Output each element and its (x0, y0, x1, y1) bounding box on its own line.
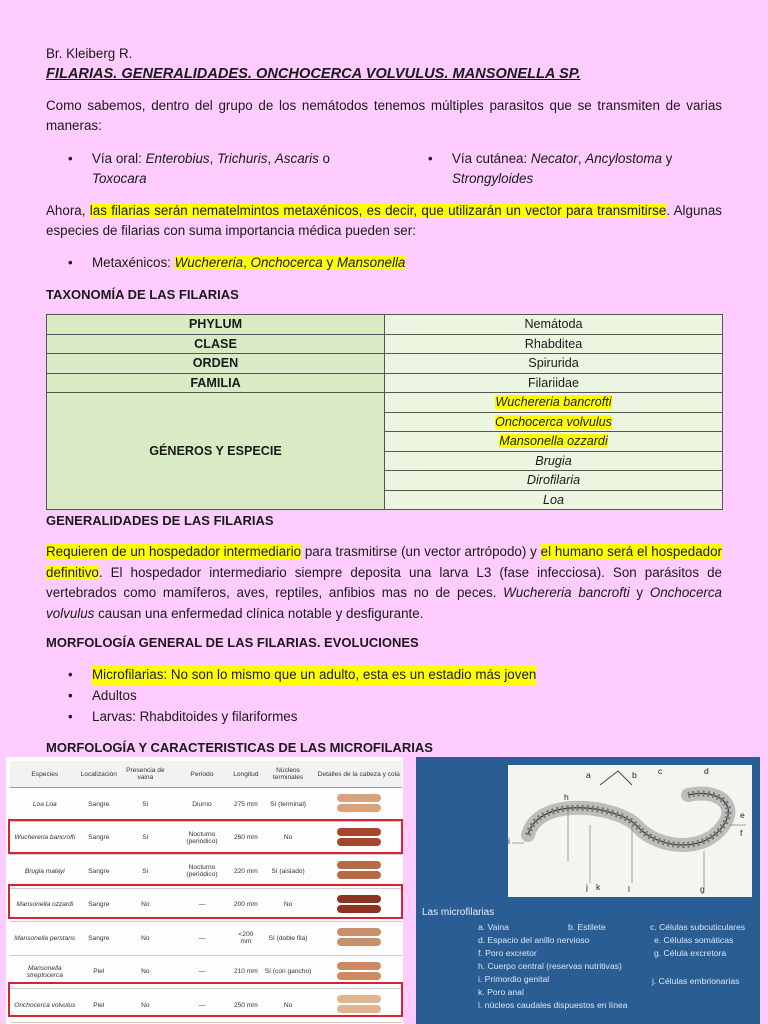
label-g: g (700, 884, 705, 894)
genus-cell (385, 490, 723, 510)
generalidades-highlight: el humano será el hospedador definitivo (46, 544, 722, 580)
table-cell: No (118, 955, 173, 989)
table-cell: Sangre (80, 922, 118, 956)
genus-enterobius: Enterobius (145, 151, 210, 166)
highlight-box-onchocerca (8, 982, 403, 1017)
worm-illustration (316, 922, 402, 956)
species-cell: Wuchereria bancrofti (10, 821, 80, 855)
metaxenicos-text (92, 253, 405, 273)
taxonomy-label: CLASE (47, 334, 385, 354)
ahora-post: . Algunas especies de filarias con suma importancia médica pueden ser: (46, 203, 723, 238)
table-cell: Diurno (173, 788, 231, 822)
genus-name: Onchocerca volvulus (495, 414, 612, 429)
genus-name: Dirofilaria (526, 473, 581, 488)
table-row (47, 334, 723, 354)
metaxenicos-highlight (175, 255, 406, 270)
table-cell: Sí (118, 788, 173, 822)
taxonomy-heading: TAXONOMÍA DE LAS FILARIAS (46, 287, 239, 302)
legend-item: e. Células somáticas (654, 935, 734, 945)
label-l: l (628, 884, 630, 894)
genus-cell (385, 451, 723, 471)
table-cell: No (118, 922, 173, 956)
label-b: b (632, 770, 637, 780)
legend-item: g. Célula excretora (654, 948, 727, 958)
microfilaria-tail-drawing (337, 972, 381, 980)
taxonomy-table (46, 314, 723, 510)
label-f: f (740, 828, 743, 838)
taxonomy-value: Nemátoda (385, 315, 723, 335)
table-cell: Sangre (80, 788, 118, 822)
microfilaria-head-drawing (337, 962, 381, 970)
table-cell: 210 mm (231, 955, 260, 989)
intro-paragraph: Como sabemos, dentro del grupo de los nemátodos tenemos múltiples parasitos que se transmiten de varias maneras: (46, 98, 722, 133)
taxonomy-value: Filariidae (385, 373, 723, 393)
table-cell: 200 mm (231, 888, 260, 922)
label-k: k (596, 882, 601, 892)
separator: , (267, 151, 275, 166)
table-cell: Sí (118, 855, 173, 889)
label-j: j (586, 882, 588, 892)
species-cell: Onchocerca volvulus (10, 989, 80, 1023)
table-cell: Sí (con gancho) (261, 955, 316, 989)
table-cell: 220 mm (231, 855, 260, 889)
table-cell: Sangre (80, 855, 118, 889)
bullet-dot: • (428, 151, 433, 166)
taxonomy-value: Spirurida (385, 354, 723, 374)
table-cell: Sí (aislado) (261, 855, 316, 889)
species-cell: Mansonella ozzardi (10, 888, 80, 922)
microfilaria-tail-drawing (337, 938, 381, 946)
table-cell: Sí (doble fila) (261, 922, 316, 956)
genus-strongyloides: Strongyloides (452, 171, 534, 186)
diagram-caption: Las microfilarias (422, 907, 495, 918)
column-header: Especies (10, 761, 80, 788)
worm-illustration (316, 788, 402, 822)
via-oral-text (92, 149, 364, 189)
table-cell: — (173, 989, 231, 1023)
list-item-text: Microfilarias: No son lo mismo que un adulto, esta es un estadio más joven (92, 665, 536, 685)
generalidades-highlight: Requieren de un hospedador intermediario (46, 544, 302, 559)
table-cell: — (173, 888, 231, 922)
microfilaria-diagram (416, 757, 760, 1024)
separator: , (577, 151, 586, 166)
ahora-pre: Ahora, (46, 203, 90, 218)
species-cell: Mansonella streptocerca (10, 955, 80, 989)
generalidades-paragraph (46, 542, 722, 624)
ahora-highlight: las filarias serán nematelmintos metaxénicos, es decir, que utilizarán un vector para transmitirse (89, 203, 667, 218)
table-row (47, 315, 723, 335)
via-cutanea-label: Vía cutánea: (452, 151, 531, 166)
label-d: d (704, 766, 709, 776)
table-header-row (10, 761, 402, 788)
table-cell: Sangre (80, 888, 118, 922)
generalidades-text: para trasmitirse (un vector artrópodo) y (301, 544, 541, 559)
genus-name: Brugia (535, 453, 572, 468)
legend-item: l. núcleos caudales dispuestos en línea (478, 1000, 628, 1010)
generalidades-heading: GENERALIDADES DE LAS FILARIAS (46, 513, 274, 528)
species-cell: Loa Loa (10, 788, 80, 822)
legend-item: b. Estilete (568, 922, 606, 932)
genera-label: GÉNEROS Y ESPECIE (47, 393, 385, 510)
author-line: Br. Kleiberg R. (46, 46, 133, 61)
generalidades-text: y (629, 585, 650, 600)
table-cell: 250 mm (231, 989, 260, 1023)
table-cell: 260 mm (231, 821, 260, 855)
legend-item: k. Poro anal (478, 987, 524, 997)
genus-cell (385, 393, 723, 413)
table-cell: Sangre (80, 821, 118, 855)
table-cell: Sí (terminal) (261, 788, 316, 822)
genus-onchocerca: Onchocerca (250, 255, 323, 270)
separator: y (322, 255, 337, 270)
column-header: Presencia de vaina (118, 761, 173, 788)
ahora-paragraph (46, 201, 722, 241)
table-cell: No (261, 888, 316, 922)
table-row (47, 354, 723, 374)
column-header: Longitud (231, 761, 260, 788)
genus-name: Loa (542, 492, 564, 507)
table-cell: Nocturno (periódico) (173, 855, 231, 889)
legend-item: i. Primordio genital (478, 974, 550, 984)
highlight-box-mansonella (8, 884, 403, 919)
table-row (10, 922, 402, 956)
legend-item: f. Poro excretor (478, 948, 537, 958)
table-row (47, 393, 723, 413)
microfilaria-head-drawing (337, 861, 381, 869)
taxonomy-label: PHYLUM (47, 315, 385, 335)
label-h: h (564, 792, 569, 802)
legend-item: d. Espacio del anillo nervioso (478, 935, 590, 945)
bullet-dot: • (68, 151, 73, 166)
species-cell: Mansonella perstans (10, 922, 80, 956)
microfilaria-head-drawing (337, 794, 381, 802)
separator: , (209, 151, 218, 166)
microfilaria-tail-drawing (337, 804, 381, 812)
genus-cell (385, 412, 723, 432)
table-cell: No (118, 989, 173, 1023)
genus-ascaris: Ascaris (274, 151, 319, 166)
table-cell: No (261, 989, 316, 1023)
label-i: i (508, 836, 510, 846)
list-item-text: Larvas: Rhabditoides y filariformes (92, 709, 298, 724)
microfilaria-tail-drawing (337, 871, 381, 879)
label-e: e (740, 810, 745, 820)
table-cell: Nocturno (periódico) (173, 821, 231, 855)
bullet-dot: • (68, 255, 73, 270)
legend-item: h. Cuerpo central (reservas nutritivas) (478, 961, 622, 971)
list-item-text: Adultos (92, 688, 137, 703)
table-cell: Piel (80, 989, 118, 1023)
genus-necator: Necator (530, 151, 578, 166)
metaxenicos-label: Metaxénicos: (92, 255, 175, 270)
species-cell: Brugia malayi (10, 855, 80, 889)
legend-item: j. Células embrionarias (652, 976, 740, 986)
highlight-box-wuchereria (8, 819, 403, 854)
genus-wuchereria: Wuchereria (174, 255, 244, 270)
generalidades-text: . El hospedador intermediario siempre deposita una larva L3 (fase infecciosa). Son parásitos de vertebrados como mamíferos, aves, reptiles, anfibios mas no de peces. (46, 564, 722, 600)
table-cell: No (261, 821, 316, 855)
table-row (10, 855, 402, 889)
table-cell: 275 mm (231, 788, 260, 822)
column-header: Núcleos terminales (261, 761, 316, 788)
worm-illustration (316, 855, 402, 889)
legend-item: c. Células subcuticulares (650, 922, 746, 932)
genus-mansonella: Mansonella (336, 255, 406, 270)
taxonomy-label: FAMILIA (47, 373, 385, 393)
genus-name: Wuchereria bancrofti (495, 395, 612, 410)
genus-cell (385, 471, 723, 491)
taxonomy-value: Rhabditea (385, 334, 723, 354)
microfilaria-drawing (508, 765, 752, 897)
species-name: Onchocerca volvulus (46, 585, 723, 621)
species-name: Wuchereria bancrofti (503, 585, 630, 600)
column-header: Período (173, 761, 231, 788)
generalidades-text: causan una enfermedad clínica notable y desfigurante. (94, 605, 424, 621)
separator: y (661, 151, 673, 166)
genus-toxocara: Toxocara (92, 171, 147, 186)
separator: , (243, 255, 251, 270)
taxonomy-label: ORDEN (47, 354, 385, 374)
table-cell: — (173, 955, 231, 989)
table-row (10, 788, 402, 822)
genus-trichuris: Trichuris (217, 151, 268, 166)
table-cell: — (173, 922, 231, 956)
via-cutanea-text (452, 149, 724, 189)
table-cell: <200 mm (231, 922, 260, 956)
table-row (47, 373, 723, 393)
document-title: FILARIAS. GENERALIDADES. ONCHOCERCA VOLVULUS. MANSONELLA SP. (46, 66, 581, 82)
label-a: a (586, 770, 591, 780)
label-c: c (658, 766, 663, 776)
column-header: Detalles de la cabeza y cola (316, 761, 402, 788)
microfilarias-heading: MORFOLOGÍA Y CARACTERISTICAS DE LAS MICROFILARIAS (46, 740, 433, 755)
table-cell: No (118, 888, 173, 922)
bullet-dot: • (68, 709, 73, 724)
column-header: Localización (80, 761, 118, 788)
bullet-dot: • (68, 667, 73, 682)
microfilaria-body-drawing (508, 765, 752, 897)
microfilaria-head-drawing (337, 928, 381, 936)
table-cell: Piel (80, 955, 118, 989)
genus-cell (385, 432, 723, 452)
microfilarias-table-image (6, 757, 403, 1024)
via-oral-label: Vía oral: (92, 151, 146, 166)
genus-ancylostoma: Ancylostoma (585, 151, 662, 166)
legend-item: a. Vaina (478, 922, 509, 932)
morfologia-heading: MORFOLOGÍA GENERAL DE LAS FILARIAS. EVOLUCIONES (46, 635, 419, 650)
genus-name: Mansonella ozzardi (499, 434, 608, 449)
bullet-dot: • (68, 688, 73, 703)
separator: o (318, 151, 330, 166)
table-cell: Sí (118, 821, 173, 855)
